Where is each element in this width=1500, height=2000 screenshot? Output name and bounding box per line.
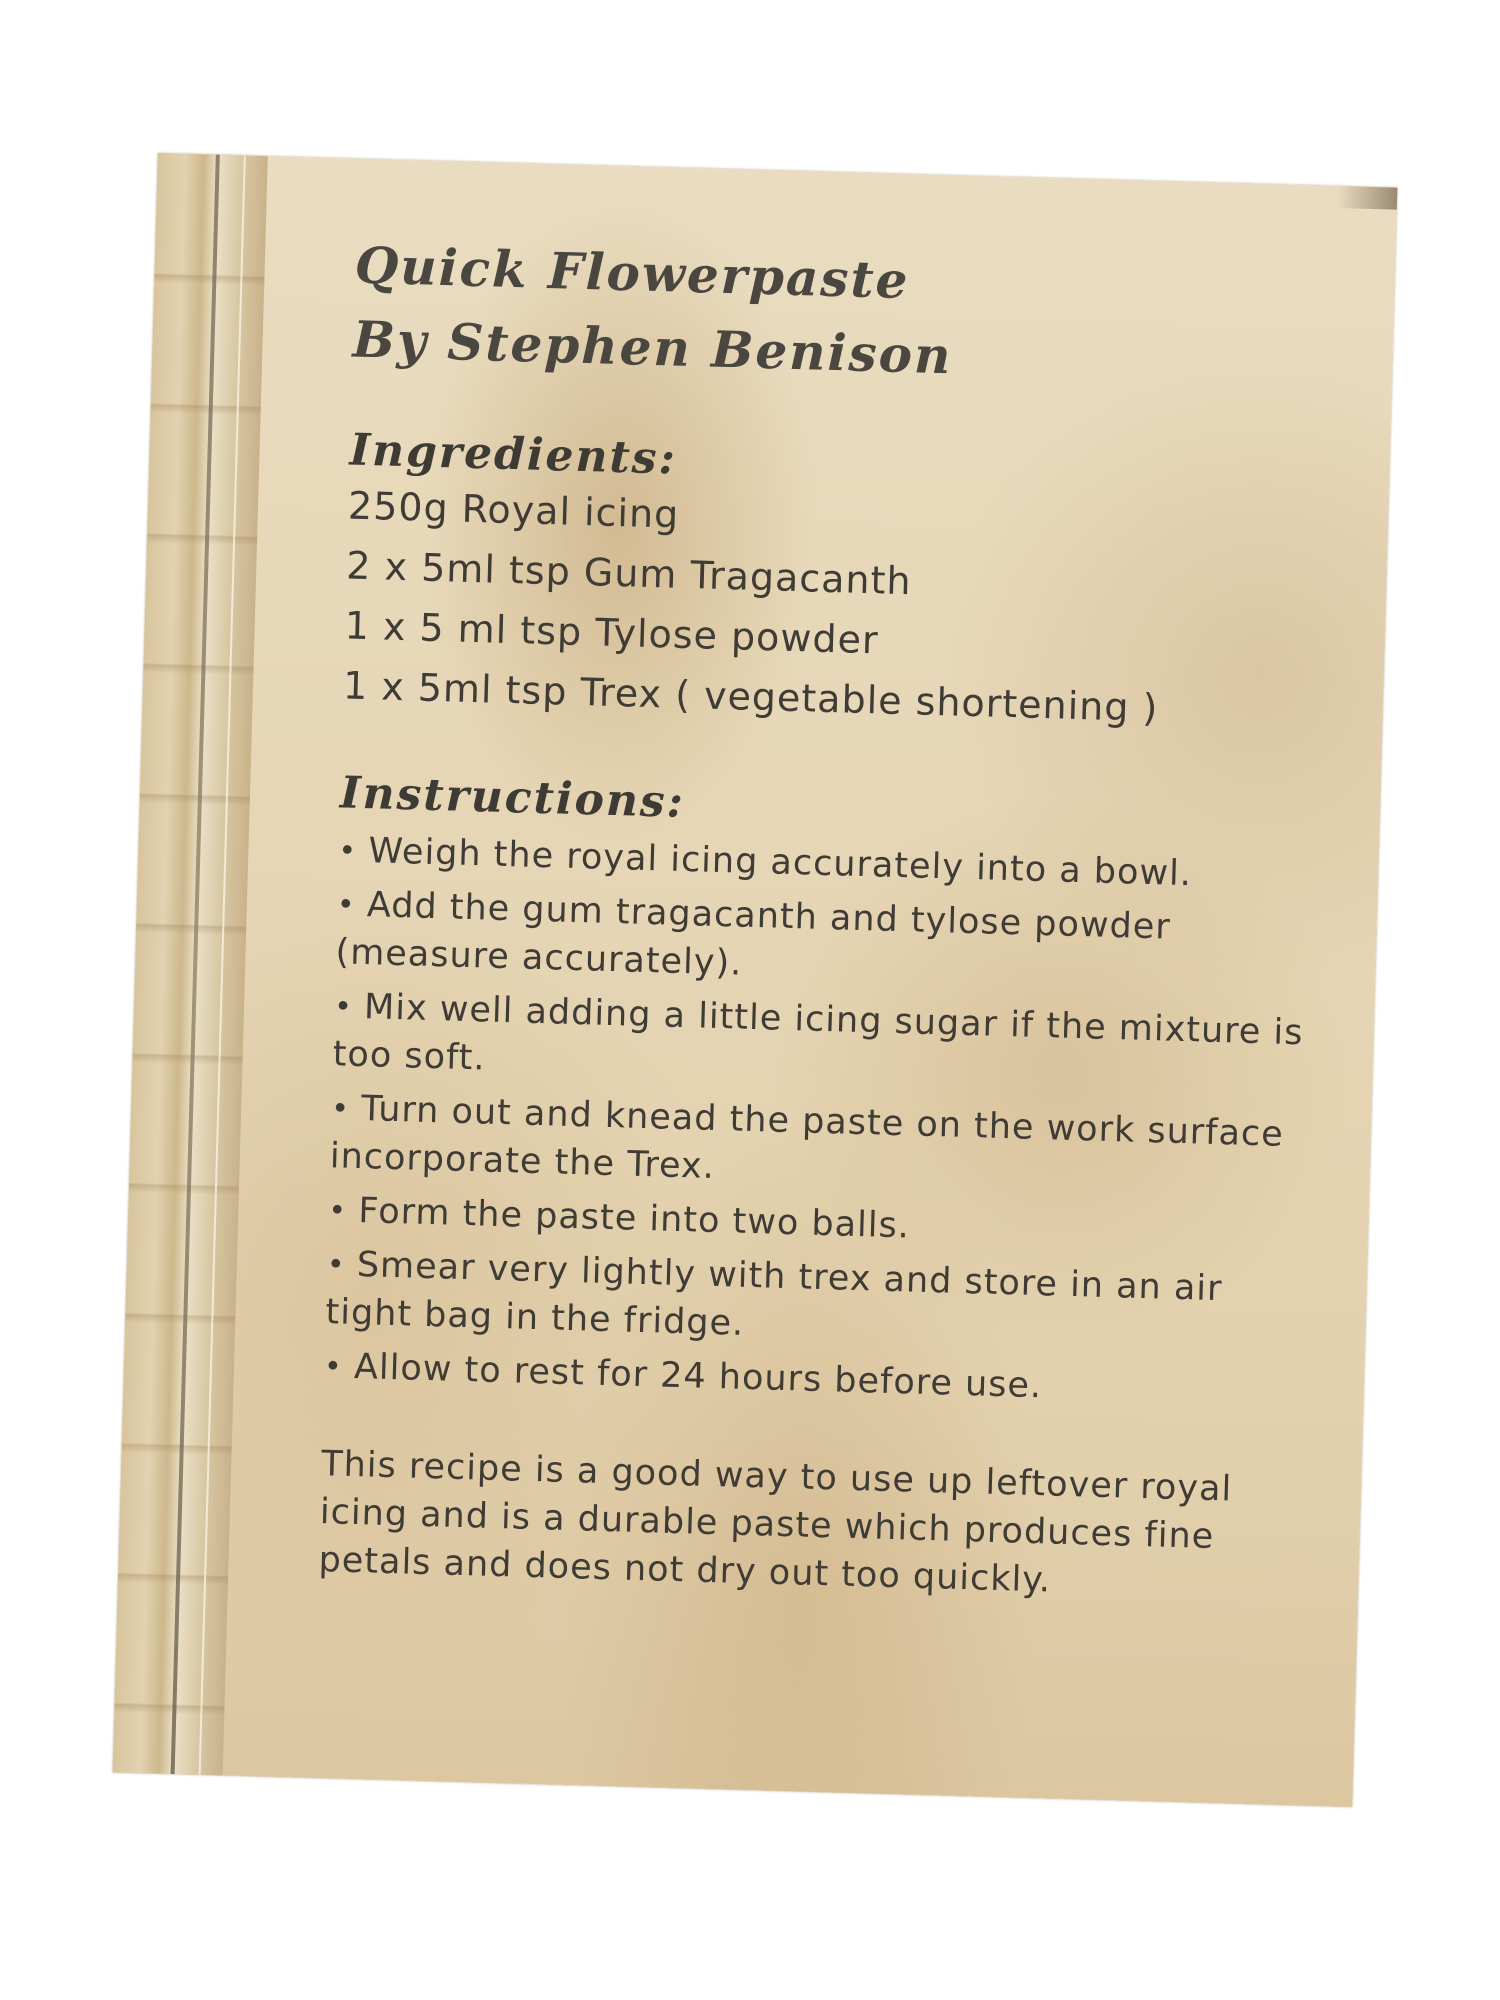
bullet-icon: • [326, 1247, 347, 1283]
instruction-step [329, 1084, 1321, 1208]
bullet-icon: • [323, 1349, 344, 1385]
recipe-author: By Stephen Benison [351, 309, 954, 386]
instruction-text: Turn out and knead the paste on the work surface incorporate the Trex. [329, 1089, 1285, 1187]
bullet-icon: • [327, 1193, 348, 1229]
instruction-text: Add the gum tragacanth and tylose powder (measure accurately). [335, 885, 1172, 984]
instruction-text: Form the paste into two balls. [357, 1191, 911, 1247]
instruction-text: Smear very lightly with trex and store in an air tight bag in the fridge. [325, 1245, 1223, 1344]
ingredient-item: 2 x 5ml tsp Gum Tragacanth [345, 543, 913, 604]
ingredient-item: 1 x 5ml tsp Trex ( vegetable shortening ) [342, 663, 1159, 731]
instruction-text: Mix well adding a little icing sugar if the mixture is too soft. [332, 987, 1304, 1079]
spine-binding-line [171, 155, 220, 1774]
ingredients-heading: Ingredients: [348, 424, 678, 485]
instruction-step [335, 880, 1327, 1004]
spine-highlight-line [199, 155, 246, 1774]
bullet-icon: • [330, 1091, 351, 1127]
ingredient-item: 1 x 5 ml tsp Tylose powder [344, 603, 880, 663]
ingredients-list [342, 475, 1338, 743]
bullet-icon: • [333, 989, 354, 1025]
instruction-text: Allow to rest for 24 hours before use. [353, 1346, 1043, 1407]
instruction-step [332, 982, 1324, 1106]
recipe-page [113, 153, 1398, 1807]
bullet-icon: • [337, 833, 358, 869]
instruction-text: Weigh the royal icing accurately into a bowl. [367, 831, 1193, 895]
bullet-icon: • [336, 887, 357, 923]
instructions-heading: Instructions: [339, 767, 686, 828]
instructions-list [323, 826, 1328, 1417]
recipe-title-name: Quick Flowerpaste [353, 235, 911, 311]
recipe-title [352, 229, 1346, 405]
book-spine [113, 153, 268, 1775]
recipe-note: This recipe is a good way to use up leftover royal icing and is a durable paste which produces fine petals and does not dry out too quickly. [318, 1444, 1233, 1601]
instruction-step [325, 1240, 1317, 1364]
ingredient-item: 250g Royal icing [347, 483, 680, 537]
recipe-content [318, 229, 1345, 1612]
